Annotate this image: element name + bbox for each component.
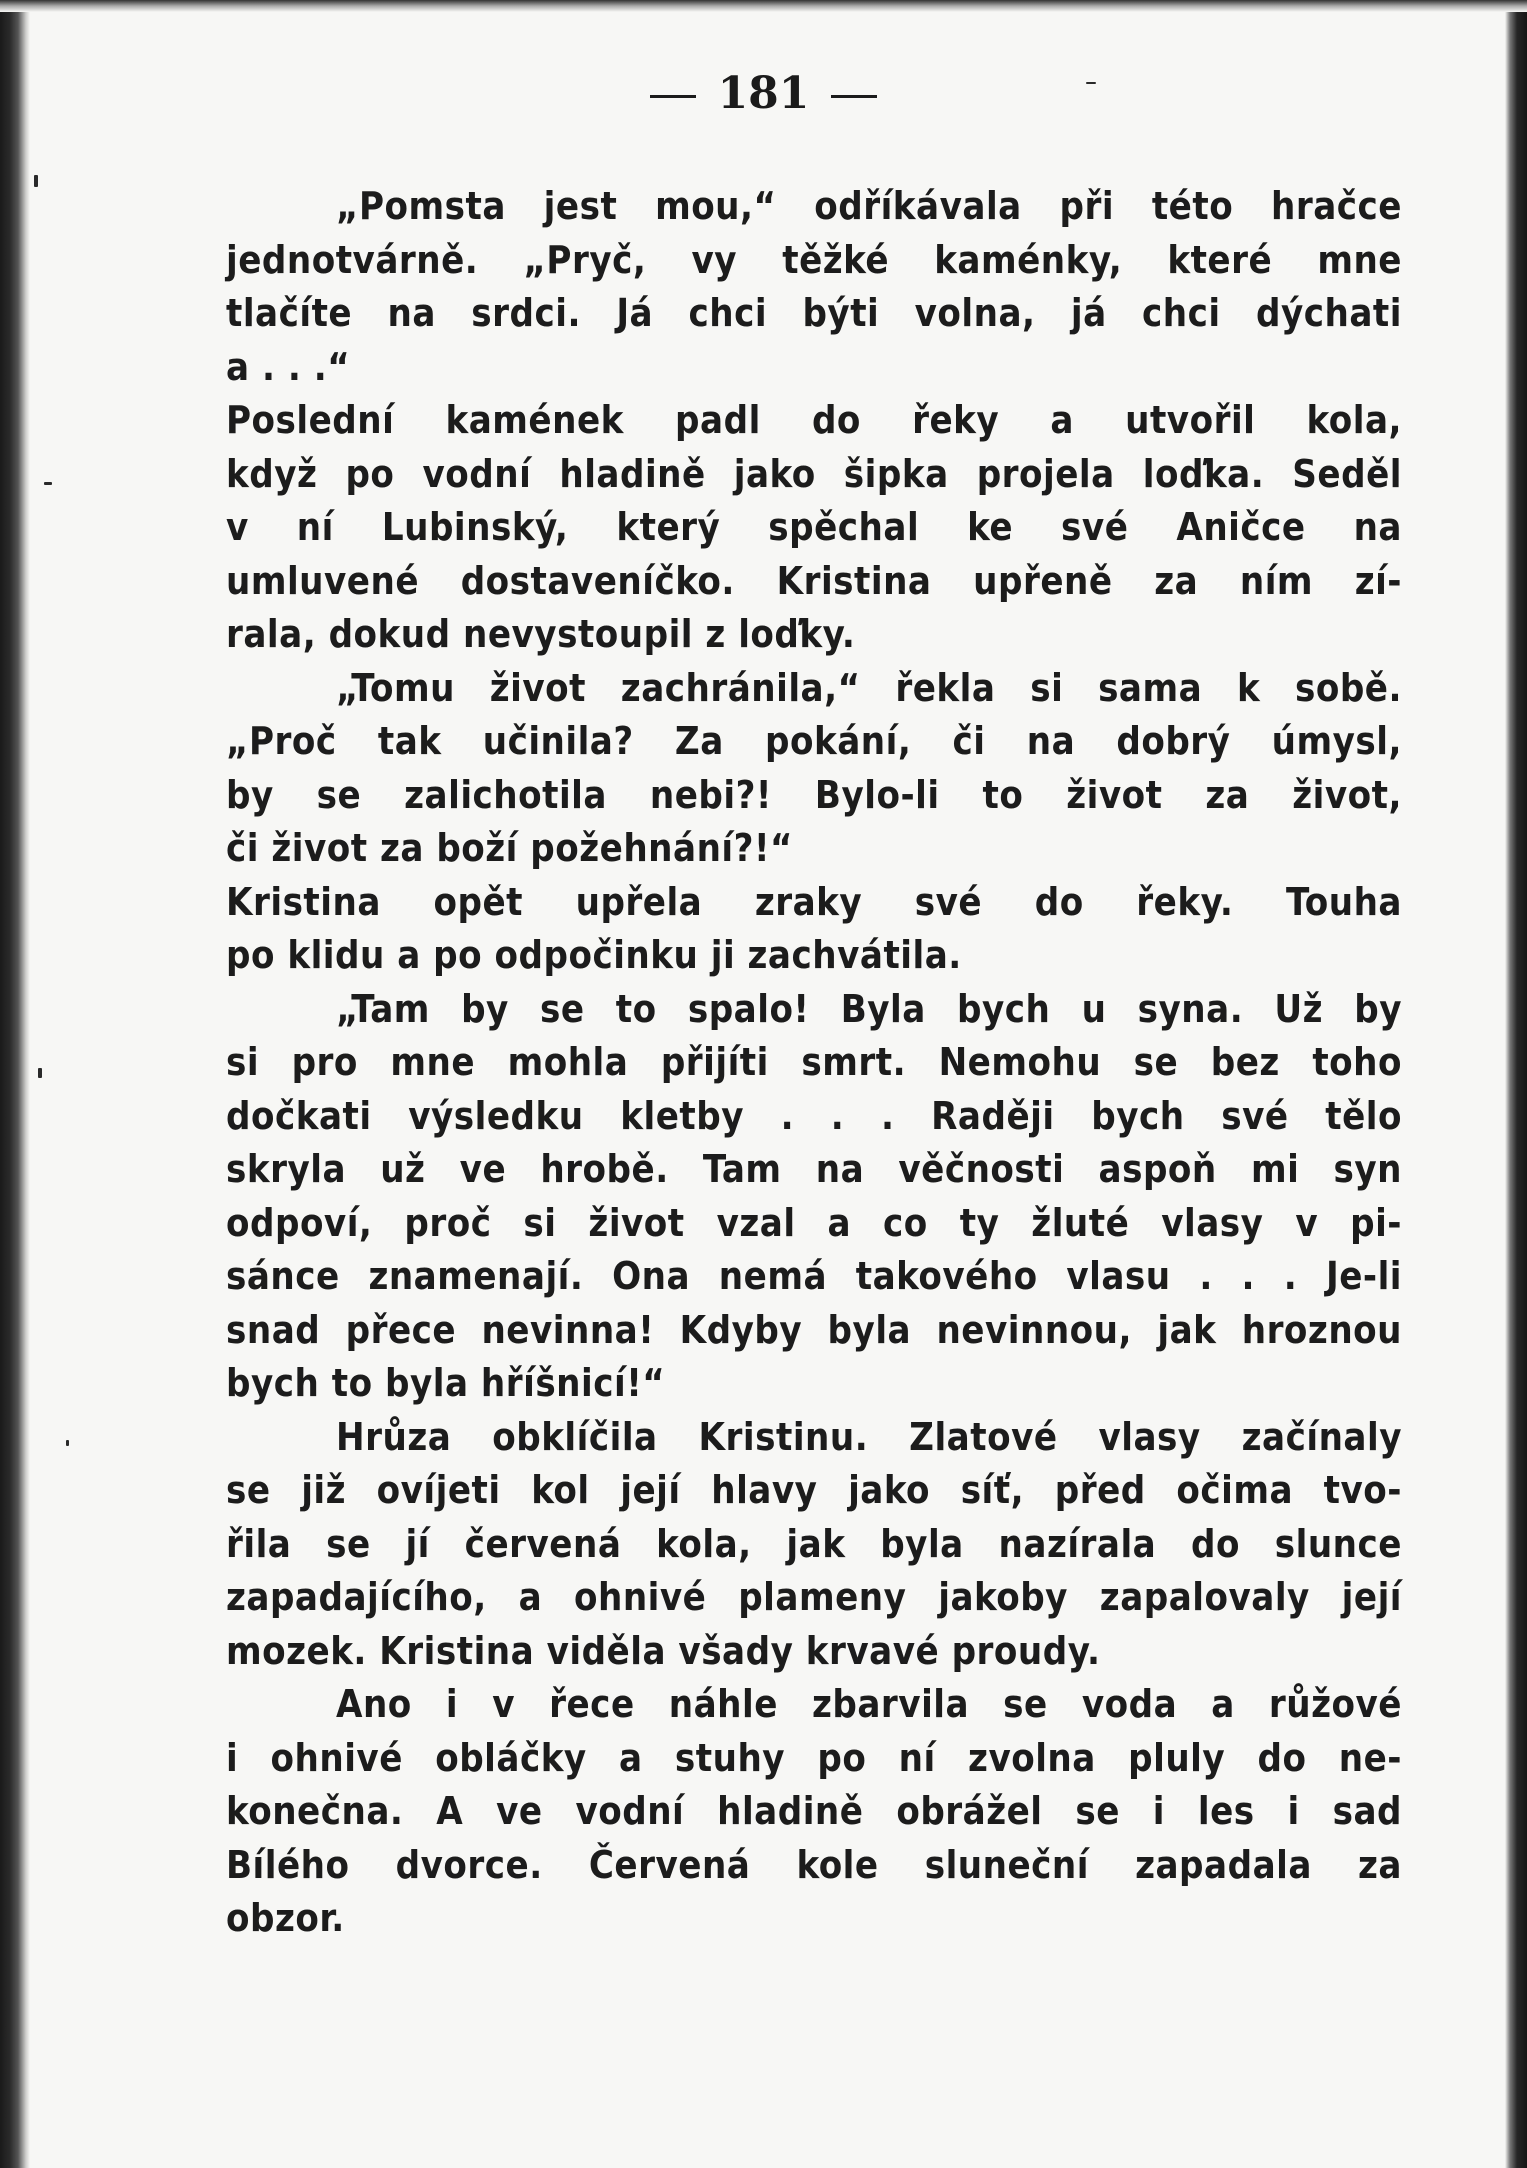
paragraph (226, 876, 1402, 983)
text-line: Ano i v řece náhle zbarvila se voda a růžové (336, 1682, 1402, 1726)
text-line: řila se jí červená kola, jak byla nazírala do slunce (226, 1521, 1402, 1566)
paragraph (226, 180, 1402, 394)
text-line: či život za boží požehnání?!“ (226, 826, 794, 870)
paragraph (226, 1678, 1402, 1946)
text-line: po klidu a po odpočinku ji zachvátila. (226, 933, 962, 977)
text-line: „Tomu život zachránila,“ řekla si sama k sobě. (336, 665, 1402, 710)
text-line: si pro mne mohla přijíti smrt. Nemohu se bez toho (226, 1040, 1402, 1084)
text-line: odpoví, proč si život vzal a co ty žluté vlasy v pi- (226, 1200, 1402, 1245)
speck-mark (34, 175, 38, 187)
text-line: tlačíte na srdci. Já chci býti volna, já chci dýchati (226, 291, 1402, 335)
text-line: Poslední kamének padl do řeky a utvořil kola, (226, 398, 1402, 442)
text-line: „Pomsta jest mou,“ odříkávala při této hračce (336, 184, 1402, 228)
speck-mark (38, 1068, 42, 1078)
text-line: Kristina opět upřela zraky své do řeky. Touha (226, 879, 1402, 924)
text-line: obzor. (226, 1896, 345, 1940)
body-text (226, 180, 1402, 1946)
text-line: rala, dokud nevystoupil z loďky. (226, 612, 856, 656)
text-line: Hrůza obklíčila Kristinu. Zlatové vlasy začínaly (336, 1414, 1402, 1459)
text-line: snad přece nevinna! Kdyby byla nevinnou, jak hroznou (226, 1307, 1402, 1352)
page-number-dash-right (831, 95, 877, 98)
text-line: i ohnivé obláčky a stuhy po ní zvolna pluly do ne- (226, 1735, 1402, 1780)
text-line: „Tam by se to spalo! Byla bych u syna. Už by (336, 986, 1402, 1031)
text-line: zapadajícího, a ohnivé plameny jakoby zapalovaly její (226, 1575, 1402, 1619)
paragraph (226, 1411, 1402, 1679)
text-line: jednotvárně. „Pryč, vy těžké kaménky, které mne (226, 237, 1402, 282)
text-line: konečna. A ve vodní hladině obrážel se i les i sad (226, 1789, 1402, 1833)
paragraph (226, 394, 1402, 662)
page-number-dash-left (650, 95, 696, 98)
page-number (0, 68, 1527, 119)
paragraph (226, 983, 1402, 1411)
text-line: sánce znamenají. Ona nemá takového vlasu . . . Je-li (226, 1254, 1402, 1298)
page-right-shadow (1505, 0, 1527, 2168)
speck-mark (44, 482, 52, 485)
text-line: by se zalichotila nebi?! Bylo-li to život za život, (226, 772, 1402, 817)
text-line: Bílého dvorce. Červená kole sluneční zapadala za (226, 1842, 1402, 1887)
speck-mark (66, 1440, 69, 1446)
page-number-text: 181 (717, 68, 810, 119)
text-line: když po vodní hladině jako šipka projela loďka. Seděl (226, 451, 1402, 496)
page-top-shadow (0, 0, 1527, 12)
text-line: dočkati výsledku kletby . . . Raději bych své tělo (226, 1093, 1402, 1138)
text-line: umluvené dostaveníčko. Kristina upřeně za ním zí- (226, 558, 1402, 603)
text-line: skryla už ve hrobě. Tam na věčnosti aspoň mi syn (226, 1147, 1402, 1191)
page-left-shadow (0, 0, 30, 2168)
text-line: a . . .“ (226, 344, 351, 389)
text-line: mozek. Kristina viděla všady krvavé proudy. (226, 1628, 1101, 1673)
text-line: bych to byla hříšnicí!“ (226, 1361, 666, 1405)
paragraph (226, 662, 1402, 876)
text-line: v ní Lubinský, který spěchal ke své Aničce na (226, 505, 1402, 549)
text-line: se již ovíjeti kol její hlavy jako síť, před očima tvo- (226, 1468, 1402, 1512)
text-line: „Proč tak učinila? Za pokání, či na dobrý úmysl, (226, 719, 1402, 763)
